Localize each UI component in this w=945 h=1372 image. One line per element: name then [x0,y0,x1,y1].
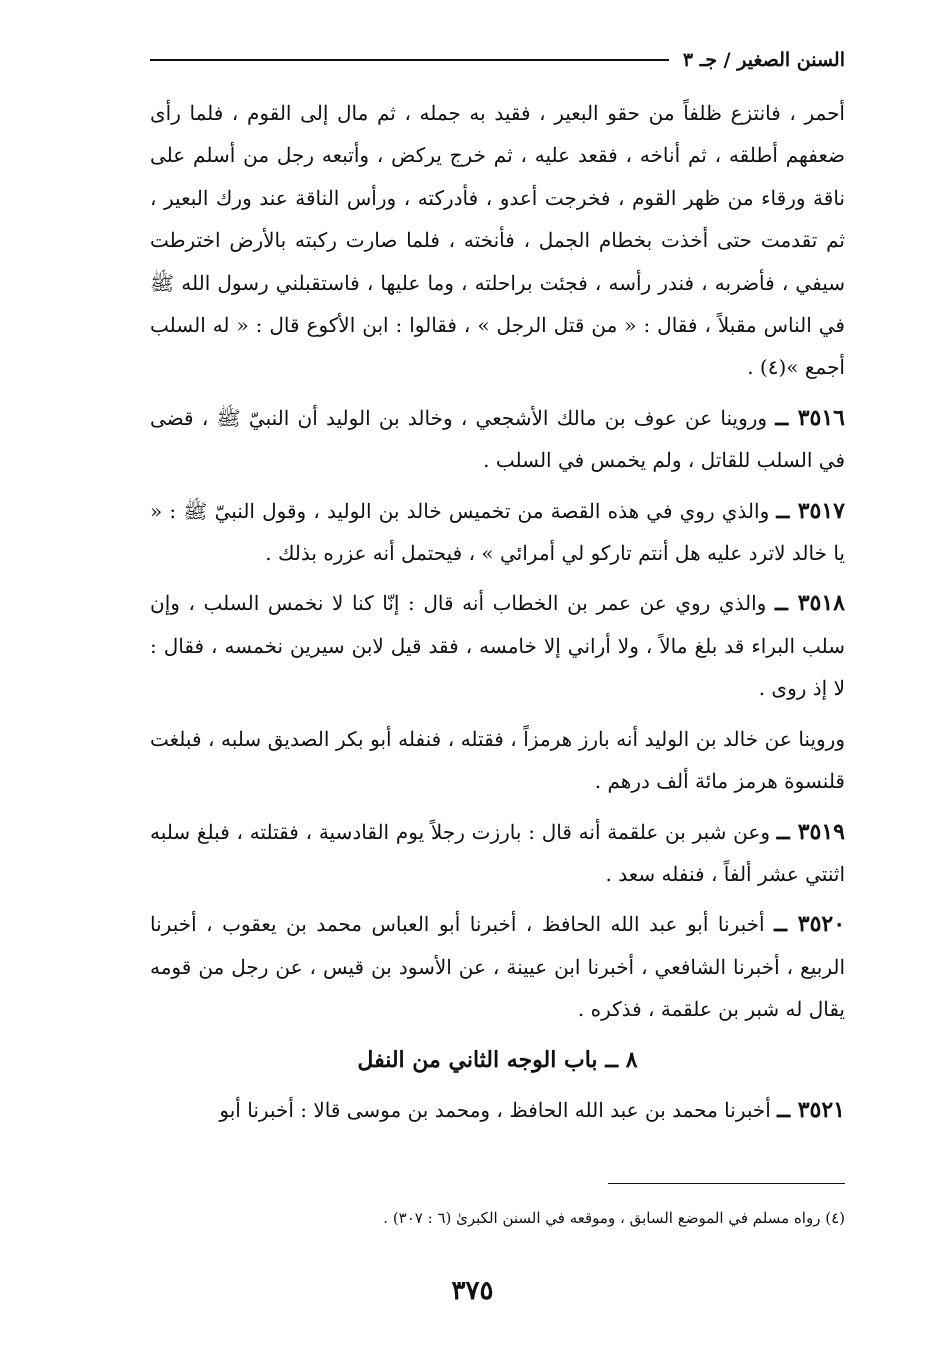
running-head-rule [150,59,669,61]
paragraph-text: وروينا عن عوف بن مالك الأشجعي ، وخالد بن الوليد أن النبيّ ﷺ ، قضى في السلب للقاتل ، ولم يخمس في السلب . [150,405,845,473]
footnote: (٤) رواه مسلم في الموضع السابق ، وموقعه في السنن الكبرىٰ (٦ : ٣٠٧) . [383,1209,845,1227]
paragraph-text: أخبرنا محمد بن عبد الله الحافظ ، ومحمد بن موسى قالا : أخبرنا أبو [219,1097,771,1122]
hadith-number: ٣٥١٧ ــ [776,497,845,524]
hadith-3516 [150,397,845,482]
hadith-3520 [150,903,845,1030]
hadith-number: ٣٥١٦ ــ [775,404,845,431]
hadith-number: ٣٥١٩ ــ [776,818,845,845]
hadith-3521 [150,1089,845,1131]
paragraph-text: وعن شبر بن علقمة أنه قال : بارزت رجلاً يوم القادسية ، فقتلته ، فبلغ سلبه اثنتي عشر ألفاً ، فنفله سعد . [150,819,845,886]
running-head [150,44,845,76]
paragraph-text: والذي روي عن عمر بن الخطاب أنه قال : إنّا كنا لا نخمس السلب ، وإن سلب البراء قد بلغ مالاً ، ولا أراني إلا خامسه ، فقد قيل لابن سيرين نخمسه ، فقال : لا إذ روى . [150,591,845,701]
page-number: ٣٧٥ [451,1276,494,1306]
hadith-3519 [150,811,845,896]
hadith-3518 [150,582,845,709]
footnote-rule [608,1183,845,1184]
hadith-number: ٣٥٢٠ ــ [774,911,846,938]
paragraph-text: والذي روي في هذه القصة من تخميس خالد بن الوليد ، وقول النبيّ ﷺ : « يا خالد لاترد عليه هل أنتم تاركو لي أمرائي » ، فيحتمل أنه عزره بذلك . [150,498,845,566]
hadith-number: ٣٥٢١ ــ [777,1096,845,1123]
hadith-number: ٣٥١٨ ــ [774,590,845,617]
page-body [150,92,845,1139]
running-head-title: السنن الصغير / جـ ٣ [682,49,845,71]
paragraph-khalid [150,718,845,803]
paragraph-text: أحمر ، فانتزع ظلفاً من حقو البعير ، فقيد به جمله ، ثم مال إلى القوم ، فلما رأى ضعفهم أطلقه ، ثم أناخه ، فقعد عليه ، ثم خرج يركض ، وأتبعه رجل من أسلم على ناقة ورقاء من ظهر القوم ، فخرجت أعدو ، فأدركته ، ورأس الناقة عند ورك البعير ، ثم تقدمت حتى أخذت بخطام الجمل ، فأنخته ، فلما صارت ركبته بالأرض اخترطت سيفي ، فأضربه ، فندر رأسه ، فجئت براحلته ، وما عليها ، فاستقبلني رسول الله ﷺ في الناس مقبلاً ، فقال : « من قتل الرجل » ، فقالوا : ابن الأكوع قال : « له السلب أجمع »(٤) . [150,101,845,380]
hadith-3517 [150,490,845,575]
chapter-heading: ٨ ــ باب الوجه الثاني من النفل [357,1046,638,1073]
paragraph-continuation [150,92,845,389]
paragraph-text: وروينا عن خالد بن الوليد أنه بارز هرمزاً ، فقتله ، فنفله أبو بكر الصديق سلبه ، فبلغت قلنسوة هرمز مائة ألف درهم . [150,726,845,794]
paragraph-text: أخبرنا أبو عبد الله الحافظ ، أخبرنا أبو العباس محمد بن يعقوب ، أخبرنا الربيع ، أخبرنا الشافعي ، أخبرنا ابن عيينة ، عن الأسود بن قيس ، عن رجل من قومه يقال له شبر بن علقمة ، فذكره . [150,912,845,1022]
